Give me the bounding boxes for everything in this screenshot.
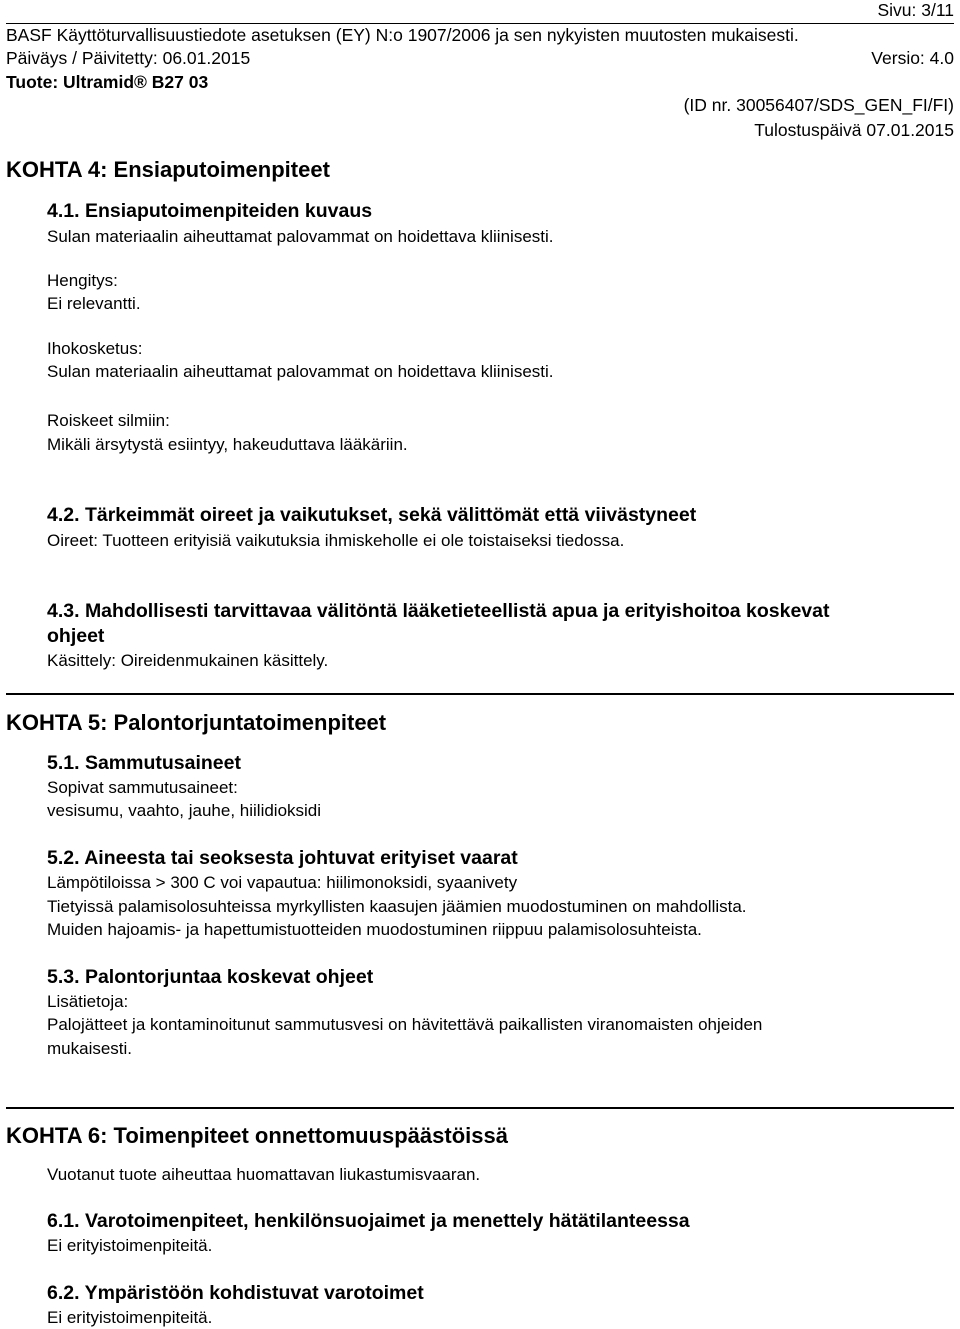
section-5-3-label: Lisätietoja: xyxy=(47,992,129,1011)
section-4-title: KOHTA 4: Ensiaputoimenpiteet xyxy=(6,157,330,182)
section-4-1-title: 4.1. Ensiaputoimenpiteiden kuvaus xyxy=(47,200,373,222)
section-5-2-line3: Muiden hajoamis- ja hapettumistuotteiden muodostuminen riippuu palamisolosuhteista. xyxy=(47,920,702,939)
section-divider xyxy=(6,1107,954,1109)
page-number: Sivu: 3/11 xyxy=(877,0,954,20)
section-5-2-title: 5.2. Aineesta tai seoksesta johtuvat erityiset vaarat xyxy=(47,847,518,869)
skin-contact-text: Sulan materiaalin aiheuttamat palovammat on hoidettava kliinisesti. xyxy=(47,362,554,381)
revision-date: Päiväys / Päivitetty: 06.01.2015 xyxy=(6,48,251,68)
document-id: (ID nr. 30056407/SDS_GEN_FI/FI) xyxy=(683,95,954,115)
section-5-1-text: vesisumu, vaahto, jauhe, hiilidioksidi xyxy=(47,801,322,820)
section-6-2-text: Ei erityistoimenpiteitä. xyxy=(47,1308,213,1327)
document-regulation-line: BASF Käyttöturvallisuustiedote asetuksen (EY) N:o 1907/2006 ja sen nykyisten muutosten mukaisesti. xyxy=(6,25,799,45)
section-6-1-title: 6.1. Varotoimenpiteet, henkilönsuojaimet ja menettely hätätilanteessa xyxy=(47,1210,690,1232)
inhalation-text: Ei relevantti. xyxy=(47,294,141,313)
section-5-3-line1: Palojätteet ja kontaminoitunut sammutusvesi on hävitettävä paikallisten viranomaisten ohjeiden xyxy=(47,1015,763,1034)
eye-contact-text: Mikäli ärsytystä esiintyy, hakeuduttava lääkäriin. xyxy=(47,435,408,454)
section-4-3-text: Käsittely: Oireidenmukainen käsittely. xyxy=(47,651,329,670)
section-6-intro: Vuotanut tuote aiheuttaa huomattavan liukastumisvaaran. xyxy=(47,1165,481,1184)
section-5-3-title: 5.3. Palontorjuntaa koskevat ohjeet xyxy=(47,966,374,988)
skin-contact-label: Ihokosketus: xyxy=(47,339,143,358)
section-5-1-title: 5.1. Sammutusaineet xyxy=(47,752,241,774)
section-4-3-title-line2: ohjeet xyxy=(47,625,105,647)
product-name: Tuote: Ultramid® B27 03 xyxy=(6,72,209,92)
section-5-1-label: Sopivat sammutusaineet: xyxy=(47,778,238,797)
section-5-3-line2: mukaisesti. xyxy=(47,1039,133,1058)
section-4-3-title-line1: 4.3. Mahdollisesti tarvittavaa välitöntä lääketieteellistä apua ja erityishoitoa koskevat xyxy=(47,600,830,622)
section-6-1-text: Ei erityistoimenpiteitä. xyxy=(47,1236,213,1255)
version-label: Versio: 4.0 xyxy=(871,48,954,68)
section-6-2-title: 6.2. Ympäristöön kohdistuvat varotoimet xyxy=(47,1282,424,1304)
section-5-2-line2: Tietyissä palamisolosuhteissa myrkyllisten kaasujen jäämien muodostuminen on mahdollista. xyxy=(47,897,747,916)
section-4-1-text: Sulan materiaalin aiheuttamat palovammat on hoidettava kliinisesti. xyxy=(47,227,554,246)
inhalation-label: Hengitys: xyxy=(47,271,118,290)
eye-contact-label: Roiskeet silmiin: xyxy=(47,411,170,430)
section-6-title: KOHTA 6: Toimenpiteet onnettomuuspäästöissä xyxy=(6,1123,508,1148)
section-5-2-line1: Lämpötiloissa > 300 C voi vapautua: hiilimonoksidi, syaanivety xyxy=(47,873,518,892)
section-divider xyxy=(6,693,954,695)
header-rule xyxy=(6,23,954,24)
section-5-title: KOHTA 5: Palontorjuntatoimenpiteet xyxy=(6,710,387,735)
section-4-2-title: 4.2. Tärkeimmät oireet ja vaikutukset, sekä välittömät että viivästyneet xyxy=(47,504,697,526)
print-date: Tulostuspäivä 07.01.2015 xyxy=(754,120,954,140)
section-4-2-text: Oireet: Tuotteen erityisiä vaikutuksia ihmiskeholle ei ole toistaiseksi tiedossa. xyxy=(47,531,625,550)
